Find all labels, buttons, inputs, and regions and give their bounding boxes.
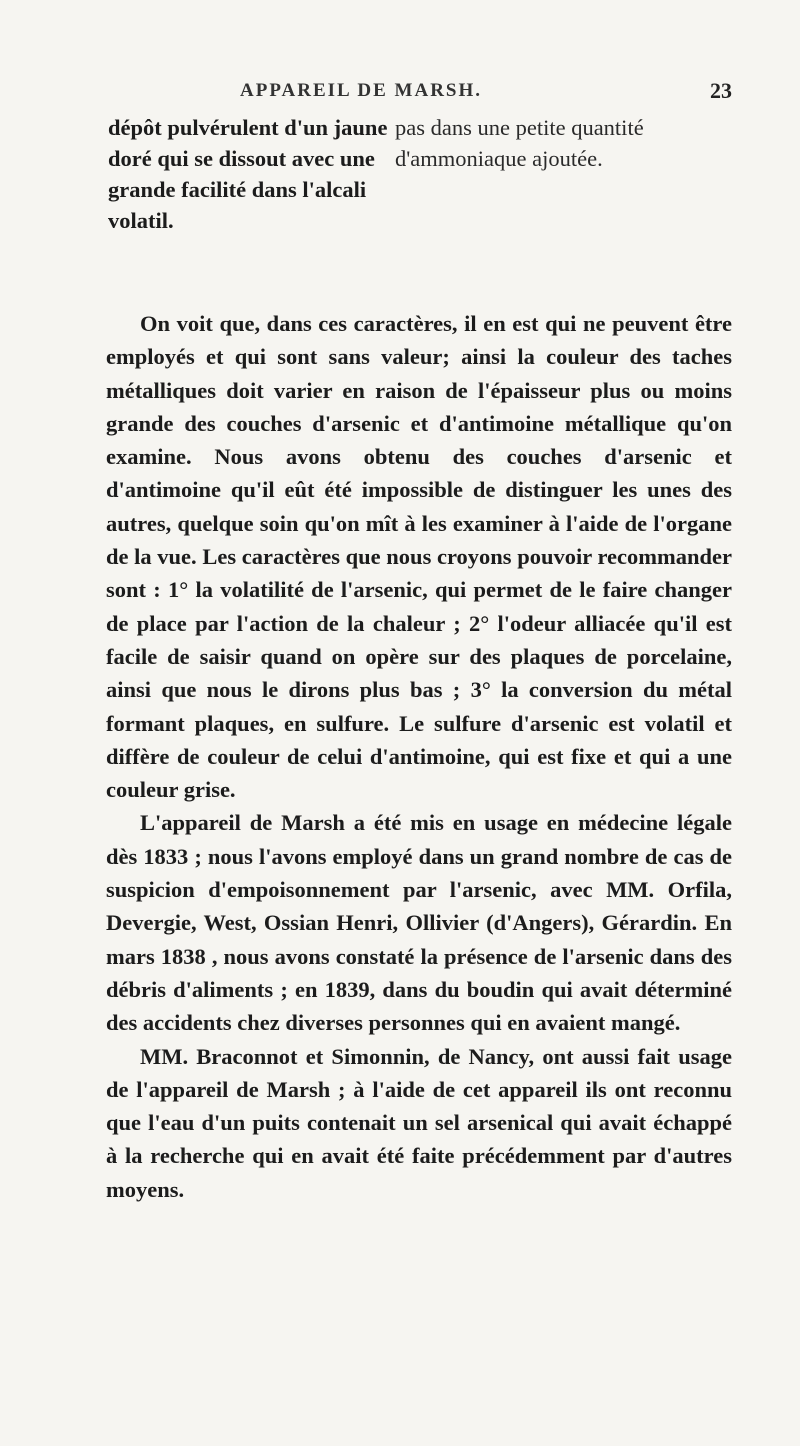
intro-left-line: grande facilité dans l'alcali <box>108 177 367 202</box>
body-text <box>106 307 732 1206</box>
intro-left-line: doré qui se dissout avec une <box>108 146 375 171</box>
intro-right-column <box>395 112 644 174</box>
intro-left-line: volatil. <box>108 208 174 233</box>
intro-two-column-block <box>108 112 748 292</box>
paragraph-marsh-usage: L'appareil de Marsh a été mis en usage en médecine légale dès 1833 ; nous l'avons employé dans un grand nombre de cas de suspicion d'empoisonnement par l'arsenic, avec MM. Orfila, Devergie, West, Ossian Henri, Ollivier (d'Angers), Gérardin. En mars 1838 , nous avons constaté la présence de l'arsenic dans des débris d'aliments ; en 1839, dans du boudin qui avait déterminé des accidents chez diverses personnes qui en avaient mangé. <box>106 810 732 1036</box>
paragraph-characters: On voit que, dans ces caractères, il en est qui ne peuvent être employés et qui sont sans valeur; ainsi la couleur des taches métalliques doit varier en raison de l'épaisseur plus ou moins grande des couches d'arsenic et d'antimoine métallique qu'on examine. Nous avons obtenu des couches d'arsenic et d'antimoine qu'il eût été impossible de distinguer les unes des autres, quelque soin qu'on mît à les examiner à l'aide de l'organe de la vue. Les caractères que nous croyons pouvoir recommander sont : 1° la volatilité de l'arsenic, qui permet de le faire changer de place par l'action de la chaleur ; 2° l'odeur alliacée qu'il est facile de saisir quand on opère sur des plaques de porcelaine, ainsi que nous le dirons plus bas ; 3° la conversion du métal formant plaques, en sulfure. Le sulfure d'arsenic est volatil et diffère de couleur de celui d'antimoine, qui est fixe et qui a une couleur grise. <box>106 311 732 803</box>
page-number: 23 <box>710 78 732 103</box>
intro-left-line: dépôt pulvérulent d'un jaune <box>108 115 388 140</box>
intro-right-line: d'ammoniaque ajoutée. <box>395 146 603 171</box>
running-head <box>100 78 740 112</box>
paragraph-braconnot: MM. Braconnot et Simonnin, de Nancy, ont aussi fait usage de l'appareil de Marsh ; à l'aide de cet appareil ils ont reconnu que l'eau d'un puits contenait un sel arsenical qui avait échappé à la recherche qui en avait été faite précédemment par d'autres moyens. <box>106 1043 732 1202</box>
intro-left-column <box>108 112 387 236</box>
running-title: APPAREIL DE MARSH. <box>240 80 483 101</box>
intro-right-line: pas dans une petite quantité <box>395 115 644 140</box>
